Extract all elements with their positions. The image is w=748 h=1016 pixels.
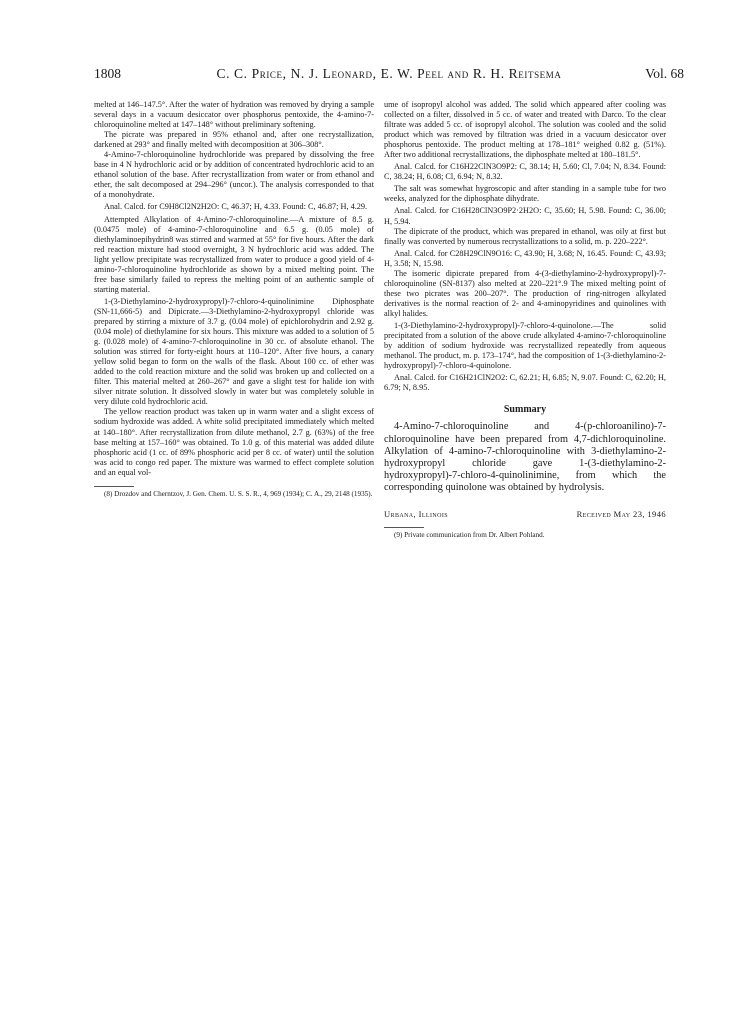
paragraph: 1-(3-Diethylamino-2-hydroxypropyl)-7-chloro-4-quinolinimine Diphosphate (SN-11,666-5) and Dipicrate.—3-Diethylamino-2-hydroxypropyl chloride was prepared by stirring a mixture of 3.7 g. (0.04 mole) of epichlorohydrin and 2.92 g. (0.04 mole) of diethylamine for six hours. This mixture was added to a solution of 5 g. (0.028 mole) of 4-amino-7-chloroquinoline in 30 cc. of absolute ethanol. The solution was stirred for forty-eight hours at 110–120°. After five hours, a canary yellow solid began to form on the walls of the flask. About 100 cc. of ether was added to the cold reaction mixture and the solid was broken up and collected on a filter. This material melted at 260–267° and gave a slight test for halide ion with silver nitrate solution. It dissolved slowly in water but was completely soluble in very dilute cold hydrochloric acid. xyxy=(94,296,374,407)
paragraph: The isomeric dipicrate prepared from 4-(3-diethylamino-2-hydroxypropyl)-7-chloroquinoline (SN-8137) also melted at 220–221°.9 The mixed melting point of these two picrates was 200–207°. The production of ring-nitrogen alkylated derivatives is the normal reaction of 2- and 4-aminopyridines and quinolines with alkyl halides. xyxy=(384,268,666,318)
footnote: (9) Private communication from Dr. Albert Pohland. xyxy=(394,530,545,539)
analysis-line: Anal. Calcd. for C16H28ClN3O9P2·2H2O: C, 35.60; H, 5.98. Found: C, 36.00; H, 5.94. xyxy=(384,206,666,226)
left-column xyxy=(94,100,374,499)
footnote-rule xyxy=(384,527,424,528)
paragraph: ume of isopropyl alcohol was added. The solid which appeared after cooling was collected on a filter, dissolved in 5 cc. of water and treated with Darco. To the clear filtrate was added 5 cc. of isopropyl alcohol. The solution was cooled and the solid product which was removed by filtration was dried in a vacuum desiccator over phosphorus pentoxide. The product melting at 178–181° weighed 0.82 g. (51%). After two additional recrystallizations, the diphosphate melted at 180–181.5°. xyxy=(384,100,666,160)
analysis-line: Anal. Calcd. for C28H29ClN9O16: C, 43.90; H, 3.68; N, 16.45. Found: C, 43.93; H, 3.58; N, 15.98. xyxy=(384,248,666,268)
analysis-line: Anal. Calcd. for C16H21ClN2O2: C, 62.21; H, 6.85; N, 9.07. Found: C, 62.20; H, 6.79; N, 8.95. xyxy=(384,373,666,393)
paragraph: 4-Amino-7-chloroquinoline hydrochloride was prepared by dissolving the free base in 4 N hydrochloric acid or by addition of concentrated hydrochloric acid to an ethanol solution of the base. After recrystallization from water or from ethanol and ether, the salt decomposed at 294–296° (uncor.). The analysis corresponded to that of a monohydrate. xyxy=(94,150,374,200)
paragraph: 1-(3-Diethylamino-2-hydroxypropyl)-7-chloro-4-quinolone.—The solid precipitated from a solution of the above crude alkylated 4-amino-7-chloroquinoline by addition of sodium hydroxide was recrystallized repeatedly from aqueous methanol. The product, m. p. 173–174°, had the composition of 1-(3-diethylamino-2-hydroxypropyl)-7-chloro-4-quinolone. xyxy=(384,320,666,371)
right-column xyxy=(384,100,666,540)
analysis-line: Anal. Calcd. for C9H8Cl2N2H2O: C, 46.37; H, 4.33. Found: C, 46.87; H, 4.29. xyxy=(104,202,368,212)
analysis-line: Anal. Calcd. for C16H22ClN3O9P2: C, 38.14; H, 5.60; Cl, 7.04; N, 8.34. Found: C, 38.24; H, 6.08; Cl, 6.94; N, 8.32. xyxy=(384,162,666,182)
volume-label: Vol. 68 xyxy=(645,66,684,81)
running-head-authors: C. C. Price, N. J. Leonard, E. W. Peel and R. H. Reitsema xyxy=(216,66,562,81)
dateline xyxy=(384,509,666,519)
summary-heading: Summary xyxy=(503,404,547,416)
location: Urbana, Illinois xyxy=(384,508,448,519)
received-date: Received May 23, 1946 xyxy=(576,508,666,519)
paragraph: The picrate was prepared in 95% ethanol and, after one recrystallization, darkened at 293° and finally melted with decomposition at 306–308°. xyxy=(94,130,374,150)
paragraph: melted at 146–147.5°. After the water of hydration was removed by drying a sample several days in a vacuum desiccator over phosphorus pentoxide, the 4-amino-7-chloroquinoline melted at 147–148° without preliminary softening. xyxy=(94,100,374,130)
paragraph: The dipicrate of the product, which was prepared in ethanol, was oily at first but finally was converted by numerous recrystallizations to a solid, m. p. 220–222°. xyxy=(384,226,666,246)
page-number: 1808 xyxy=(94,66,121,81)
paragraph: Attempted Alkylation of 4-Amino-7-chloroquinoline.—A mixture of 8.5 g. (0.0475 mole) of 4-amino-7-chloroquinoline and 6.5 g. (0.05 mole) of diethylaminoepihydrin8 was stirred and warmed at 55° for five hours. After the dark red reaction mixture had stood overnight, 3 N hydrochloric acid was added. The light yellow precipitate was recrystallized from water to produce a good yield of 4-amino-7-chloroquinoline hydrochloride as shown by a mixed melting point. The free base similarly failed to repress the melting point of an authentic sample of starting material. xyxy=(94,214,374,294)
footnote: (8) Drozdov and Cherntzov, J. Gen. Chem. U. S. S. R., 4, 969 (1934); C. A., 29, 2148 (1935). xyxy=(104,489,373,498)
paragraph: The yellow reaction product was taken up in warm water and a slight excess of sodium hydroxide was added. A white solid precipitated immediately which melted at 140–180°. After recrystallization from dilute methanol, 2.7 g. (63%) of the free base melting at 157–160° was obtained. To 1.0 g. of this material was added dilute phosphoric acid (1 cc. of 89% phosphoric acid per 8 cc. of water) until the solution was acid to congo red paper. The mixture was warmed to effect complete solution and an equal vol- xyxy=(94,407,374,477)
summary-text: 4-Amino-7-chloroquinoline and 4-(p-chloroanilino)-7-chloroquinoline have been prepared from 4,7-dichloroquinoline. Alkylation of 4-amino-7-chloroquinoline with 3-diethylamino-2-hydroxypropyl chloride gave 1-(3-diethylamino-2-hydroxypropyl)-7-chloro-4-quinolinimine, from which the corresponding quinolone was obtained by hydrolysis. xyxy=(384,421,666,494)
paragraph: The salt was somewhat hygroscopic and after standing in a sample tube for two weeks, analyzed for the diphosphate dihydrate. xyxy=(384,184,666,204)
page-header xyxy=(94,66,684,86)
footnote-rule xyxy=(94,486,134,487)
